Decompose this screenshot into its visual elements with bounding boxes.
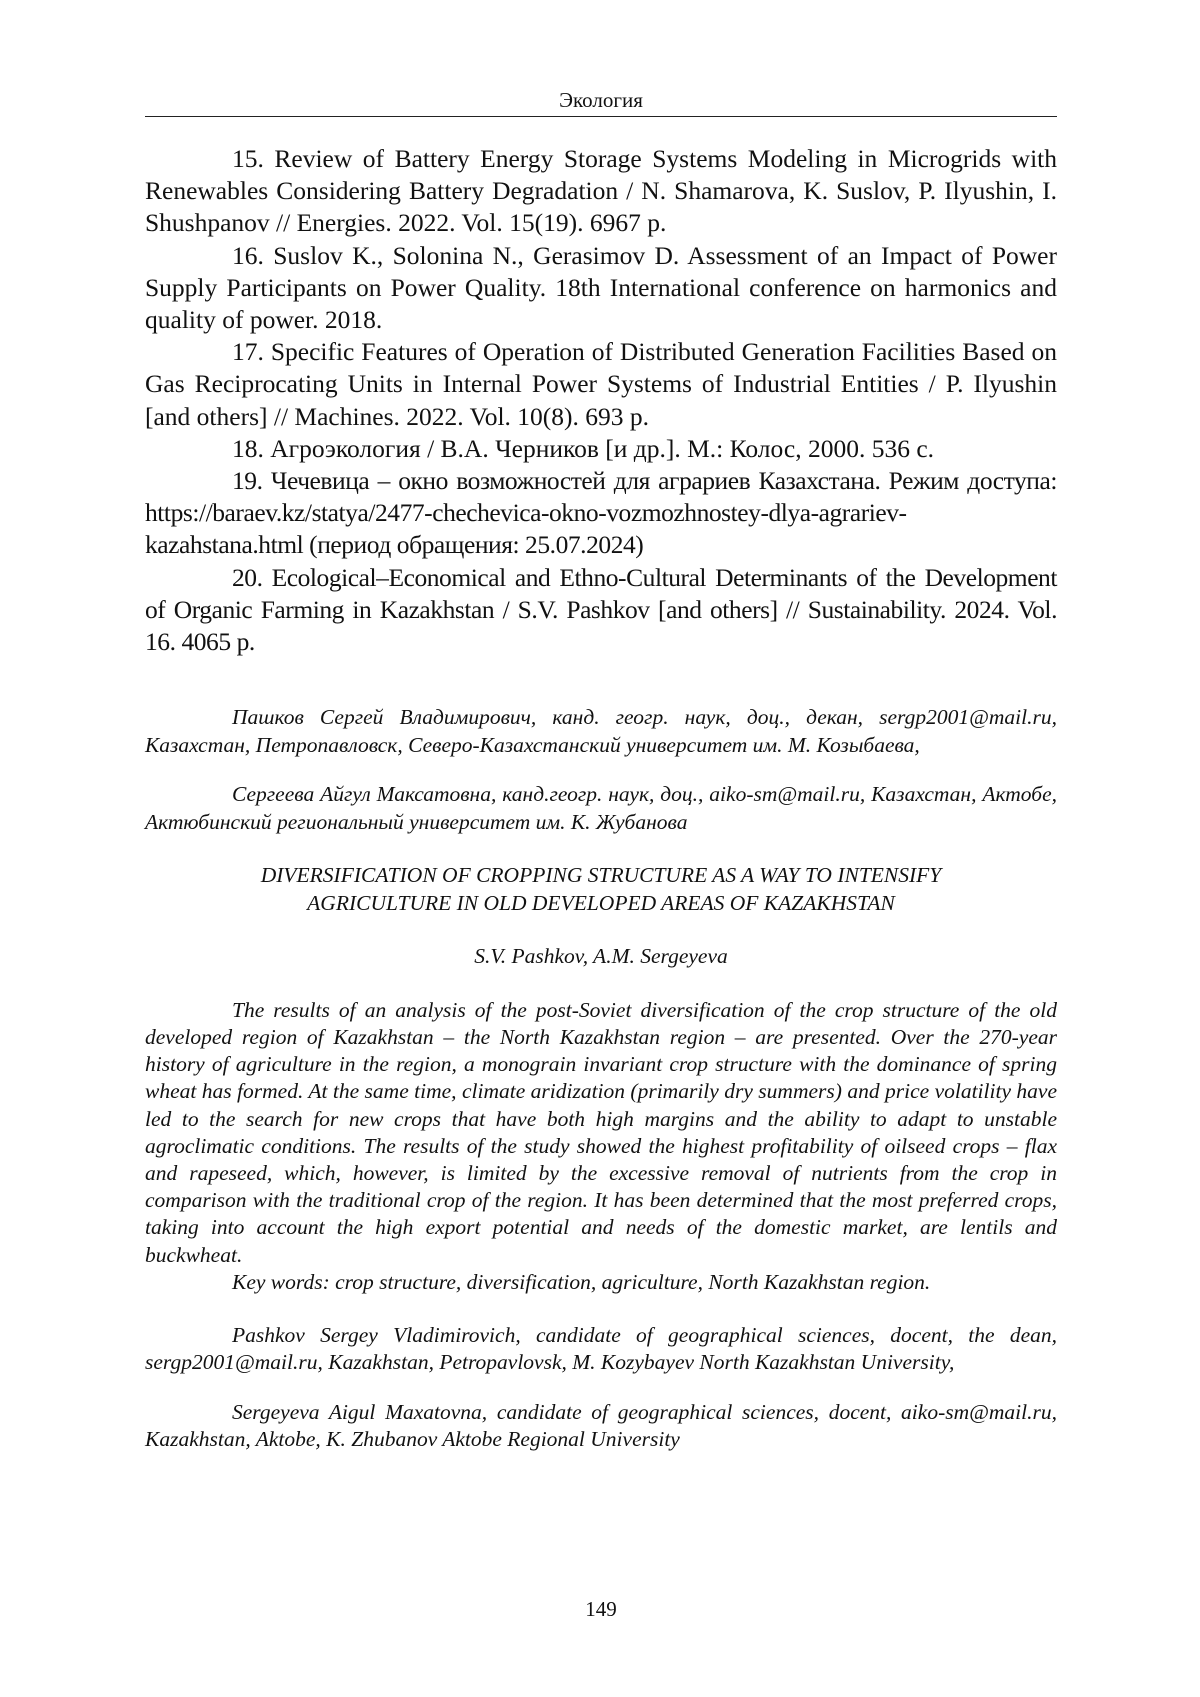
english-title-line-2: AGRICULTURE IN OLD DEVELOPED AREAS OF KAZAKHSTAN bbox=[307, 890, 895, 915]
spacer bbox=[145, 917, 1057, 943]
page-content bbox=[145, 143, 1057, 1454]
reference-item-15: 15. Review of Battery Energy Storage Systems Modeling in Microgrids with Renewables Considering Battery Degradation / N. Shamarova, K. Suslov, P. Ilyushin, I. Shushpanov // Energies. 2022. Vol. 15(19). 6967 p. bbox=[145, 144, 1057, 238]
author-info-ru bbox=[145, 704, 1057, 836]
reference-list bbox=[145, 143, 1057, 658]
spacer bbox=[145, 759, 1057, 781]
spacer bbox=[145, 836, 1057, 862]
author-info-en bbox=[145, 1322, 1057, 1454]
english-keywords: Key words: crop structure, diversification, agriculture, North Kazakhstan region. bbox=[232, 1269, 931, 1294]
reference-item-20: 20. Ecological–Economical and Ethno-Cultural Determinants of the Development of Organic Farming in Kazakhstan / S.V. Pashkov [and others] // Sustainability. 2024. Vol. 16. 4065 p. bbox=[145, 562, 1057, 657]
author-ru-pashkov: Пашков Сергей Владимирович, канд. геогр. наук, доц., декан, sergp2001@mail.ru, Казахстан, Петропавловск, Северо-Казахстанский университет им. М. Козыбаева, bbox=[145, 705, 1057, 757]
english-title-line-1: DIVERSIFICATION OF CROPPING STRUCTURE AS A WAY TO INTENSIFY bbox=[260, 863, 942, 888]
english-abstract-text: The results of an analysis of the post-Soviet diversification of the crop structure of the old developed region of Kazakhstan – the North Kazakhstan region – are presented. Over the 270-year history of agriculture in the region, a monograin invariant crop structure with the dominance of spring wheat has formed. At the same time, climate aridization (primarily dry summers) and price volatility have led to the search for new crops that have both high margins and the ability to adapt to unstable agroclimatic conditions. The results of the study showed the highest profitability of oilseed crops – flax and rapeseed, which, however, is limited by the excessive removal of nutrients from the crop in comparison with the traditional crop of the region. It has been determined that the most preferred crops, taking into account the high export potential and needs of the domestic market, are lentils and buckwheat. bbox=[145, 997, 1057, 1267]
reference-item-17: 17. Specific Features of Operation of Distributed Generation Facilities Based on Gas Reciprocating Units in Internal Power Systems of Industrial Entities / P. Ilyushin [and others] // Machines. 2022. Vol. 10(8). 693 p. bbox=[145, 337, 1057, 431]
spacer bbox=[145, 1377, 1057, 1399]
reference-item-16: 16. Suslov K., Solonina N., Gerasimov D. Assessment of an Impact of Power Supply Participants on Power Quality. 18th International conference on harmonics and quality of power. 2018. bbox=[145, 240, 1057, 335]
reference-item-18: 18. Агроэкология / В.А. Черников [и др.]. М.: Колос, 2000. 536 с. bbox=[232, 433, 935, 463]
author-en-sergeyeva: Sergeyeva Aigul Maxatovna, candidate of geographical sciences, docent, aiko-sm@mail.ru, Kazakhstan, Aktobe, K. Zhubanov Aktobe Regional University bbox=[145, 1399, 1057, 1452]
author-ru-sergeeva: Сергеева Айгул Максатовна, канд.геогр. наук, доц., aiko-sm@mail.ru, Казахстан, Актобе, Актюбинский региональный университет им. К. Жубанова bbox=[145, 782, 1057, 834]
author-en-pashkov: Pashkov Sergey Vladimirovich, candidate of geographical sciences, docent, the dean, sergp2001@mail.ru, Kazakhstan, Petropavlovsk, M. Kozybayev North Kazakhstan University, bbox=[145, 1322, 1057, 1375]
spacer bbox=[145, 1296, 1057, 1322]
spacer bbox=[145, 658, 1057, 704]
running-title: Экология bbox=[559, 88, 643, 112]
reference-item-19: 19. Чечевица – окно возможностей для аграриев Казахстана. Режим доступа: https://baraev.kz/statya/2477-chechevica-okno-vozmozhnostey-dlya-agrariev-kazahstana.html (период обращения: 25.07.2024) bbox=[145, 466, 1057, 560]
page-number: 149 bbox=[585, 1597, 617, 1621]
english-authors: S.V. Pashkov, A.M. Sergeyeva bbox=[474, 944, 728, 969]
english-abstract-block bbox=[145, 862, 1057, 1296]
spacer bbox=[145, 971, 1057, 997]
header-rule bbox=[145, 116, 1057, 117]
